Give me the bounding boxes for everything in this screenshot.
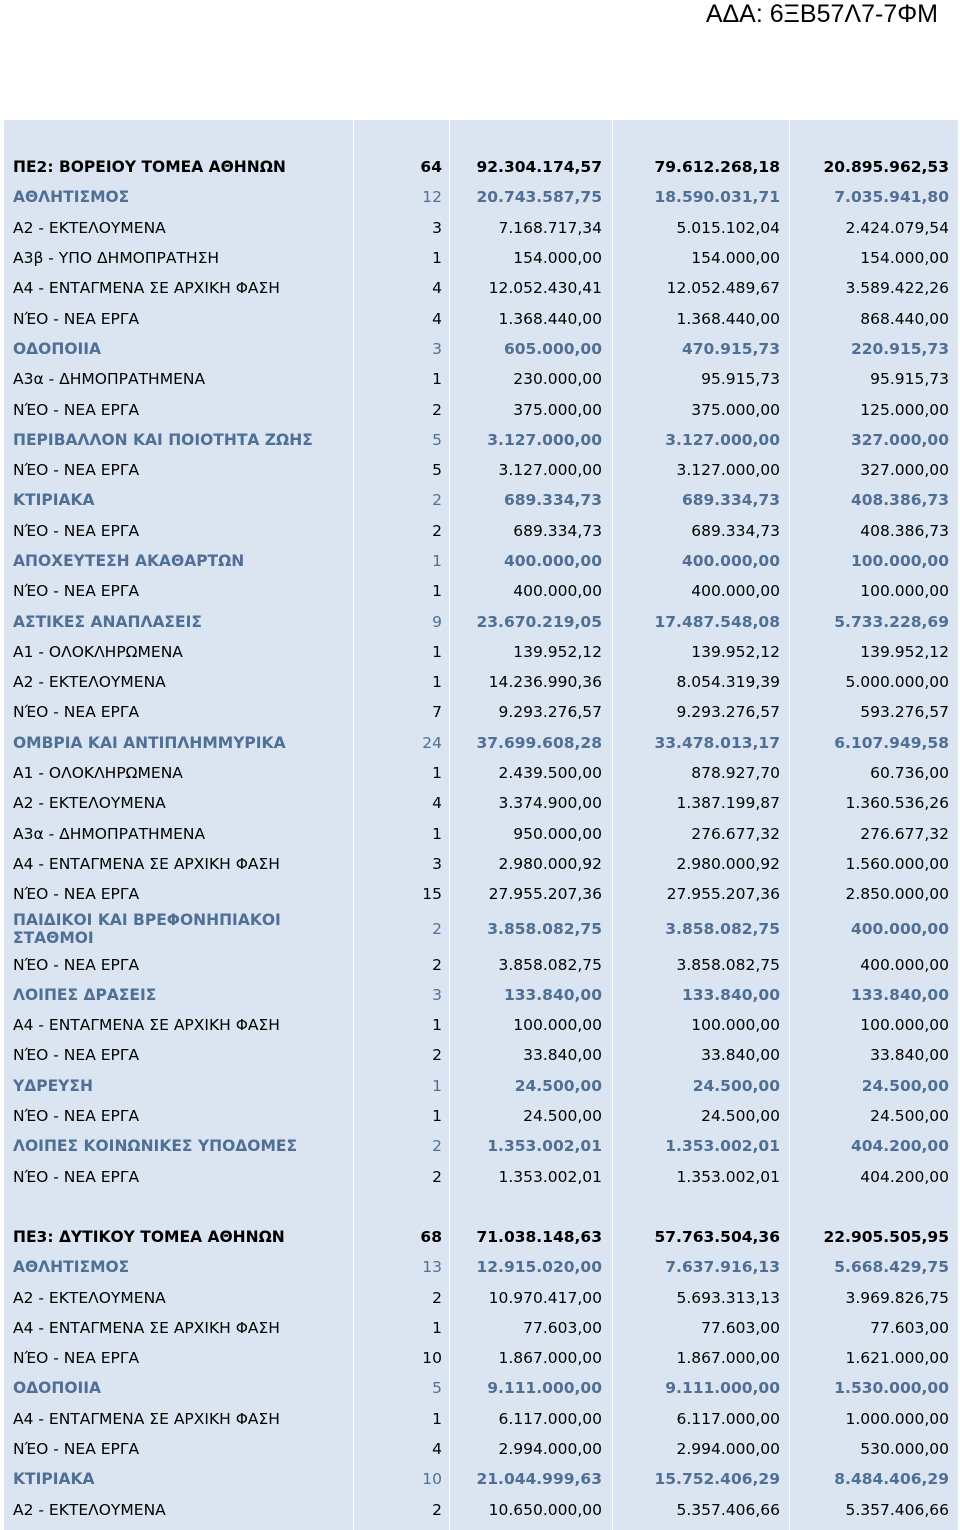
table-row xyxy=(4,1434,958,1464)
project-count-cell: 2 xyxy=(432,1500,442,1519)
budget-amount-cell: 2.994.000,00 xyxy=(498,1440,602,1459)
budget-amount-cell: 3.858.082,75 xyxy=(498,955,602,974)
category-row xyxy=(4,606,958,636)
payment-amount-cell: 6.107.949,58 xyxy=(834,733,949,752)
project-name-cell: ΠΕ2: ΒΟΡΕΙΟΥ ΤΟΜΕΑ ΑΘΗΝΩΝ xyxy=(13,158,286,177)
payment-amount-cell: 100.000,00 xyxy=(860,1016,949,1035)
category-row xyxy=(4,485,958,515)
contracted-amount-cell: 57.763.504,36 xyxy=(654,1227,780,1246)
project-name-cell: Α2 - ΕΚΤΕΛΟΥΜΕΝΑ xyxy=(13,673,166,692)
payment-amount-cell: 593.276,57 xyxy=(860,703,949,722)
payment-amount-cell: 100.000,00 xyxy=(850,552,949,570)
payment-amount-cell: 8.484.406,29 xyxy=(834,1470,949,1489)
contracted-amount-cell: 79.612.268,18 xyxy=(654,158,780,177)
payment-amount-cell: 1.560.000,00 xyxy=(845,854,949,873)
project-name-cell: ΝΈΟ - ΝΕΑ ΕΡΓΑ xyxy=(13,955,140,974)
payment-amount-cell: 2.424.079,54 xyxy=(845,218,949,237)
contracted-amount-cell: 400.000,00 xyxy=(681,552,780,570)
project-count-cell: 1 xyxy=(432,249,442,268)
budget-amount-cell: 2.439.500,00 xyxy=(498,764,602,783)
project-count-cell: 2 xyxy=(432,1137,442,1156)
budget-amount-cell: 3.127.000,00 xyxy=(498,461,602,480)
contracted-amount-cell: 95.915,73 xyxy=(701,370,780,389)
project-name-cell: Α4 - ΕΝΤΑΓΜΕΝΑ ΣΕ ΑΡΧΙΚΗ ΦΑΣΗ xyxy=(13,1016,280,1035)
contracted-amount-cell: 1.387.199,87 xyxy=(676,794,780,813)
payment-amount-cell: 24.500,00 xyxy=(870,1107,949,1126)
contracted-amount-cell: 24.500,00 xyxy=(692,1076,780,1095)
budget-amount-cell: 20.743.587,75 xyxy=(476,188,602,207)
project-name-cell: Α4 - ΕΝΤΑΓΜΕΝΑ ΣΕ ΑΡΧΙΚΗ ΦΑΣΗ xyxy=(13,1409,280,1428)
budget-amount-cell: 10.650.000,00 xyxy=(488,1500,602,1519)
project-count-cell: 2 xyxy=(432,1288,442,1307)
project-count-cell: 2 xyxy=(432,955,442,974)
project-name-cell: ΝΈΟ - ΝΕΑ ΕΡΓΑ xyxy=(13,582,140,601)
category-row xyxy=(4,546,958,576)
project-count-cell: 1 xyxy=(432,1409,442,1428)
contracted-amount-cell: 1.353.002,01 xyxy=(665,1137,780,1156)
project-count-cell: 3 xyxy=(432,854,442,873)
project-name-cell: ΝΈΟ - ΝΕΑ ΕΡΓΑ xyxy=(13,885,140,904)
contracted-amount-cell: 689.334,73 xyxy=(691,521,780,540)
payment-amount-cell: 154.000,00 xyxy=(860,249,949,268)
category-row xyxy=(4,728,958,758)
project-name-cell: Α2 - ΕΚΤΕΛΟΥΜΕΝΑ xyxy=(13,794,166,813)
project-name-cell: ΝΈΟ - ΝΕΑ ΕΡΓΑ xyxy=(13,521,140,540)
project-count-cell: 3 xyxy=(432,218,442,237)
payment-amount-cell: 1.621.000,00 xyxy=(845,1349,949,1368)
budget-amount-cell: 14.236.990,36 xyxy=(488,673,602,692)
contracted-amount-cell: 3.858.082,75 xyxy=(665,920,780,939)
contracted-amount-cell: 9.111.000,00 xyxy=(665,1379,780,1398)
project-count-cell: 3 xyxy=(432,985,442,1004)
contracted-amount-cell: 400.000,00 xyxy=(691,582,780,601)
project-count-cell: 2 xyxy=(432,521,442,540)
payment-amount-cell: 220.915,73 xyxy=(850,339,949,358)
budget-amount-cell: 2.980.000,92 xyxy=(498,854,602,873)
project-count-cell: 4 xyxy=(432,794,442,813)
budget-amount-cell: 689.334,73 xyxy=(503,491,602,510)
project-count-cell: 1 xyxy=(432,642,442,661)
project-name-cell: Α3β - ΥΠΟ ΔΗΜΟΠΡΑΤΗΣΗ xyxy=(13,249,220,268)
payment-amount-cell: 7.035.941,80 xyxy=(834,188,949,207)
payment-amount-cell: 1.000.000,00 xyxy=(845,1409,949,1428)
table-row xyxy=(4,516,958,546)
project-count-cell: 64 xyxy=(420,158,442,177)
project-count-cell: 1 xyxy=(432,1016,442,1035)
contracted-amount-cell: 1.867.000,00 xyxy=(676,1349,780,1368)
table-row xyxy=(4,758,958,788)
project-count-cell: 1 xyxy=(432,673,442,692)
contracted-amount-cell: 5.357.406,66 xyxy=(676,1500,780,1519)
contracted-amount-cell: 15.752.406,29 xyxy=(654,1470,780,1489)
budget-amount-cell: 605.000,00 xyxy=(503,339,602,358)
payment-amount-cell: 133.840,00 xyxy=(850,985,949,1004)
table-row xyxy=(4,273,958,303)
project-count-cell: 1 xyxy=(432,582,442,601)
budget-amount-cell: 375.000,00 xyxy=(513,400,602,419)
project-count-cell: 4 xyxy=(432,1440,442,1459)
project-name-cell: Α4 - ΕΝΤΑΓΜΕΝΑ ΣΕ ΑΡΧΙΚΗ ΦΑΣΗ xyxy=(13,279,280,298)
contracted-amount-cell: 276.677,32 xyxy=(691,824,780,843)
project-count-cell: 1 xyxy=(432,764,442,783)
contracted-amount-cell: 27.955.207,36 xyxy=(666,885,780,904)
project-name-cell: ΥΔΡΕΥΣΗ xyxy=(13,1076,93,1095)
table-row xyxy=(4,667,958,697)
table-row xyxy=(4,819,958,849)
budget-amount-cell: 37.699.608,28 xyxy=(476,733,602,752)
project-count-cell: 2 xyxy=(432,491,442,510)
project-count-cell: 13 xyxy=(422,1258,442,1277)
project-count-cell: 24 xyxy=(422,733,442,752)
project-count-cell: 1 xyxy=(432,552,442,570)
payment-amount-cell: 5.668.429,75 xyxy=(834,1258,949,1277)
table-row xyxy=(4,949,958,979)
table-row xyxy=(4,1404,958,1434)
payment-amount-cell: 1.360.536,26 xyxy=(845,794,949,813)
table-row xyxy=(4,788,958,818)
budget-amount-cell: 12.052.430,41 xyxy=(488,279,602,298)
budget-amount-cell: 154.000,00 xyxy=(513,249,602,268)
project-count-cell: 5 xyxy=(432,461,442,480)
project-name-cell: ΑΘΛΗΤΙΣΜΟΣ xyxy=(13,1258,130,1277)
contracted-amount-cell: 6.117.000,00 xyxy=(676,1409,780,1428)
payment-amount-cell: 20.895.962,53 xyxy=(823,158,949,177)
project-name-cell: ΝΈΟ - ΝΕΑ ΕΡΓΑ xyxy=(13,461,140,480)
payment-amount-cell: 33.840,00 xyxy=(870,1046,949,1065)
budget-amount-cell: 92.304.174,57 xyxy=(476,158,602,177)
contracted-amount-cell: 3.127.000,00 xyxy=(665,430,780,449)
project-name-cell: ΝΈΟ - ΝΕΑ ΕΡΓΑ xyxy=(13,1349,140,1368)
budget-amount-cell: 230.000,00 xyxy=(513,370,602,389)
budget-amount-cell: 12.915.020,00 xyxy=(476,1258,602,1277)
budget-amount-cell: 33.840,00 xyxy=(523,1046,602,1065)
contracted-amount-cell: 470.915,73 xyxy=(681,339,780,358)
contracted-amount-cell: 133.840,00 xyxy=(681,985,780,1004)
project-count-cell: 2 xyxy=(432,920,442,939)
payment-amount-cell: 400.000,00 xyxy=(850,920,949,939)
category-row xyxy=(4,1373,958,1403)
category-row xyxy=(4,1071,958,1101)
table-row xyxy=(4,394,958,424)
payment-amount-cell: 327.000,00 xyxy=(850,430,949,449)
budget-amount-cell: 1.353.002,01 xyxy=(498,1167,602,1186)
budget-amount-cell: 6.117.000,00 xyxy=(498,1409,602,1428)
region-header-row xyxy=(4,1222,958,1252)
contracted-amount-cell: 3.858.082,75 xyxy=(676,955,780,974)
payment-amount-cell: 400.000,00 xyxy=(860,955,949,974)
contracted-amount-cell: 878.927,70 xyxy=(691,764,780,783)
budget-amount-cell: 1.368.440,00 xyxy=(498,309,602,328)
project-count-cell: 15 xyxy=(422,885,442,904)
category-row xyxy=(4,1252,958,1282)
budget-amount-cell: 400.000,00 xyxy=(513,582,602,601)
budget-amount-cell: 100.000,00 xyxy=(513,1016,602,1035)
contracted-amount-cell: 7.637.916,13 xyxy=(665,1258,780,1277)
project-count-cell: 7 xyxy=(432,703,442,722)
budget-amount-cell: 133.840,00 xyxy=(503,985,602,1004)
category-row xyxy=(4,1464,958,1494)
contracted-amount-cell: 139.952,12 xyxy=(691,642,780,661)
budget-amount-cell: 24.500,00 xyxy=(514,1076,602,1095)
section-gap xyxy=(4,1192,958,1222)
project-name-cell: Α3α - ΔΗΜΟΠΡΑΤΗΜΕΝΑ xyxy=(13,824,206,843)
table-row xyxy=(4,455,958,485)
project-name-cell: Α2 - ΕΚΤΕΛΟΥΜΕΝΑ xyxy=(13,218,166,237)
category-row xyxy=(4,425,958,455)
payment-amount-cell: 5.733.228,69 xyxy=(834,612,949,631)
table-row xyxy=(4,1010,958,1040)
table-row xyxy=(4,364,958,394)
project-name-cell: ΛΟΙΠΕΣ ΚΟΙΝΩΝΙΚΕΣ ΥΠΟΔΟΜΕΣ xyxy=(13,1137,298,1156)
payment-amount-cell: 276.677,32 xyxy=(860,824,949,843)
category-row xyxy=(4,909,958,949)
region-header-row xyxy=(4,152,958,182)
contracted-amount-cell: 9.293.276,57 xyxy=(676,703,780,722)
project-name-cell: ΝΈΟ - ΝΕΑ ΕΡΓΑ xyxy=(13,1167,140,1186)
payment-amount-cell: 3.969.826,75 xyxy=(845,1288,949,1307)
budget-amount-cell: 24.500,00 xyxy=(523,1107,602,1126)
project-count-cell: 2 xyxy=(432,1046,442,1065)
project-name-cell: Α3α - ΔΗΜΟΠΡΑΤΗΜΕΝΑ xyxy=(13,370,206,389)
project-name-cell: ΠΕ3: ΔΥΤΙΚΟΥ ΤΟΜΕΑ ΑΘΗΝΩΝ xyxy=(13,1227,285,1246)
table-row xyxy=(4,879,958,909)
project-count-cell: 68 xyxy=(420,1227,442,1246)
project-name-cell: ΠΕΡΙΒΑΛΛΟΝ ΚΑΙ ΠΟΙΟΤΗΤΑ ΖΩΗΣ xyxy=(13,430,313,449)
project-name-cell: Α1 - ΟΛΟΚΛΗΡΩΜΕΝΑ xyxy=(13,764,183,783)
project-count-cell: 1 xyxy=(432,370,442,389)
project-count-cell: 5 xyxy=(432,1379,442,1398)
project-name-cell: Α4 - ΕΝΤΑΓΜΕΝΑ ΣΕ ΑΡΧΙΚΗ ΦΑΣΗ xyxy=(13,854,280,873)
payment-amount-cell: 327.000,00 xyxy=(860,461,949,480)
payment-amount-cell: 60.736,00 xyxy=(870,764,949,783)
category-row xyxy=(4,334,958,364)
contracted-amount-cell: 1.368.440,00 xyxy=(676,309,780,328)
budget-amount-cell: 9.111.000,00 xyxy=(487,1379,602,1398)
project-count-cell: 3 xyxy=(432,339,442,358)
project-count-cell: 2 xyxy=(432,400,442,419)
contracted-amount-cell: 2.980.000,92 xyxy=(676,854,780,873)
budget-amount-cell: 1.353.002,01 xyxy=(487,1137,602,1156)
project-count-cell: 12 xyxy=(422,188,442,207)
payment-amount-cell: 95.915,73 xyxy=(870,370,949,389)
contracted-amount-cell: 375.000,00 xyxy=(691,400,780,419)
project-count-cell: 4 xyxy=(432,309,442,328)
project-name-cell: ΑΠΟΧΕΥΤΕΣΗ ΑΚΑΘΑΡΤΩΝ xyxy=(13,552,245,570)
table-row xyxy=(4,576,958,606)
payment-amount-cell: 22.905.505,95 xyxy=(823,1227,949,1246)
project-count-cell: 9 xyxy=(432,612,442,631)
budget-amount-cell: 3.374.900,00 xyxy=(498,794,602,813)
budget-amount-cell: 21.044.999,63 xyxy=(476,1470,602,1489)
project-count-cell: 2 xyxy=(432,1167,442,1186)
ada-code: ΑΔΑ: 6ΞΒ57Λ7-7ΦΜ xyxy=(705,0,938,28)
project-count-cell: 10 xyxy=(422,1470,442,1489)
budget-amount-cell: 27.955.207,36 xyxy=(488,885,602,904)
table-row xyxy=(4,1494,958,1524)
table-row xyxy=(4,1282,958,1312)
contracted-amount-cell: 18.590.031,71 xyxy=(654,188,780,207)
budget-amount-cell: 139.952,12 xyxy=(513,642,602,661)
project-name-cell: ΑΣΤΙΚΕΣ ΑΝΑΠΛΑΣΕΙΣ xyxy=(13,612,202,631)
table-row xyxy=(4,697,958,727)
budget-amount-cell: 3.127.000,00 xyxy=(487,430,602,449)
contracted-amount-cell: 8.054.319,39 xyxy=(676,673,780,692)
project-name-cell: ΝΈΟ - ΝΕΑ ΕΡΓΑ xyxy=(13,309,140,328)
payment-amount-cell: 24.500,00 xyxy=(861,1076,949,1095)
table-row xyxy=(4,1343,958,1373)
project-count-cell: 10 xyxy=(422,1349,442,1368)
project-name-cell: ΝΈΟ - ΝΕΑ ΕΡΓΑ xyxy=(13,1046,140,1065)
category-row xyxy=(4,182,958,212)
payment-amount-cell: 530.000,00 xyxy=(860,1440,949,1459)
budget-amount-cell: 23.670.219,05 xyxy=(476,612,602,631)
contracted-amount-cell: 17.487.548,08 xyxy=(654,612,780,631)
budget-amount-cell: 10.970.417,00 xyxy=(488,1288,602,1307)
category-row xyxy=(4,980,958,1010)
budget-amount-cell: 3.858.082,75 xyxy=(487,920,602,939)
contracted-amount-cell: 2.994.000,00 xyxy=(676,1440,780,1459)
project-name-cell: ΚΤΙΡΙΑΚΑ xyxy=(13,491,95,510)
payment-amount-cell: 408.386,73 xyxy=(860,521,949,540)
budget-table xyxy=(4,120,958,1530)
budget-amount-cell: 71.038.148,63 xyxy=(476,1227,602,1246)
payment-amount-cell: 408.386,73 xyxy=(850,491,949,510)
table-row xyxy=(4,1101,958,1131)
budget-amount-cell: 400.000,00 xyxy=(503,552,602,570)
budget-amount-cell: 9.293.276,57 xyxy=(498,703,602,722)
table-row xyxy=(4,1162,958,1192)
budget-amount-cell: 1.867.000,00 xyxy=(498,1349,602,1368)
project-name-cell: Α2 - ΕΚΤΕΛΟΥΜΕΝΑ xyxy=(13,1500,166,1519)
project-name-cell: ΟΔΟΠΟΙΙΑ xyxy=(13,339,102,358)
payment-amount-cell: 404.200,00 xyxy=(850,1137,949,1156)
project-name-cell: ΟΜΒΡΙΑ ΚΑΙ ΑΝΤΙΠΛΗΜΜΥΡΙΚΑ xyxy=(13,733,286,752)
budget-amount-cell: 7.168.717,34 xyxy=(498,218,602,237)
contracted-amount-cell: 33.478.013,17 xyxy=(654,733,780,752)
payment-amount-cell: 404.200,00 xyxy=(860,1167,949,1186)
table-row xyxy=(4,303,958,333)
budget-amount-cell: 77.603,00 xyxy=(523,1318,602,1337)
project-name-cell: ΠΑΙΔΙΚΟΙ ΚΑΙ ΒΡΕΦΟΝΗΠΙΑΚΟΙ ΣΤΑΘΜΟΙ xyxy=(13,911,281,948)
project-name-cell: Α1 - ΟΛΟΚΛΗΡΩΜΕΝΑ xyxy=(13,642,183,661)
project-name-cell: ΝΈΟ - ΝΕΑ ΕΡΓΑ xyxy=(13,703,140,722)
project-count-cell: 5 xyxy=(432,430,442,449)
project-count-cell: 1 xyxy=(432,1107,442,1126)
project-name-cell: ΝΈΟ - ΝΕΑ ΕΡΓΑ xyxy=(13,1440,140,1459)
project-name-cell: ΝΈΟ - ΝΕΑ ΕΡΓΑ xyxy=(13,1107,140,1126)
project-count-cell: 1 xyxy=(432,824,442,843)
payment-amount-cell: 139.952,12 xyxy=(860,642,949,661)
table-row xyxy=(4,849,958,879)
contracted-amount-cell: 154.000,00 xyxy=(691,249,780,268)
payment-amount-cell: 2.850.000,00 xyxy=(845,885,949,904)
table-row xyxy=(4,243,958,273)
project-name-cell: ΝΈΟ - ΝΕΑ ΕΡΓΑ xyxy=(13,400,140,419)
contracted-amount-cell: 12.052.489,67 xyxy=(666,279,780,298)
budget-amount-cell: 950.000,00 xyxy=(513,824,602,843)
project-count-cell: 1 xyxy=(432,1076,442,1095)
contracted-amount-cell: 24.500,00 xyxy=(701,1107,780,1126)
payment-amount-cell: 1.530.000,00 xyxy=(834,1379,949,1398)
contracted-amount-cell: 5.015.102,04 xyxy=(676,218,780,237)
table-row xyxy=(4,1040,958,1070)
category-row xyxy=(4,1131,958,1161)
project-name-cell: ΚΤΙΡΙΑΚΑ xyxy=(13,1470,95,1489)
table-row xyxy=(4,637,958,667)
project-name-cell: ΑΘΛΗΤΙΣΜΟΣ xyxy=(13,188,130,207)
payment-amount-cell: 3.589.422,26 xyxy=(845,279,949,298)
contracted-amount-cell: 1.353.002,01 xyxy=(676,1167,780,1186)
project-name-cell: Α4 - ΕΝΤΑΓΜΕΝΑ ΣΕ ΑΡΧΙΚΗ ΦΑΣΗ xyxy=(13,1318,280,1337)
contracted-amount-cell: 100.000,00 xyxy=(691,1016,780,1035)
project-name-cell: ΛΟΙΠΕΣ ΔΡΑΣΕΙΣ xyxy=(13,985,157,1004)
contracted-amount-cell: 689.334,73 xyxy=(681,491,780,510)
payment-amount-cell: 77.603,00 xyxy=(870,1318,949,1337)
budget-amount-cell: 689.334,73 xyxy=(513,521,602,540)
contracted-amount-cell: 3.127.000,00 xyxy=(676,461,780,480)
table-row xyxy=(4,1313,958,1343)
table-body xyxy=(4,152,958,1525)
project-name-cell: Α2 - ΕΚΤΕΛΟΥΜΕΝΑ xyxy=(13,1288,166,1307)
project-count-cell: 4 xyxy=(432,279,442,298)
project-count-cell: 1 xyxy=(432,1318,442,1337)
payment-amount-cell: 125.000,00 xyxy=(860,400,949,419)
payment-amount-cell: 5.357.406,66 xyxy=(845,1500,949,1519)
table-row xyxy=(4,213,958,243)
payment-amount-cell: 100.000,00 xyxy=(860,582,949,601)
payment-amount-cell: 868.440,00 xyxy=(860,309,949,328)
contracted-amount-cell: 33.840,00 xyxy=(701,1046,780,1065)
contracted-amount-cell: 5.693.313,13 xyxy=(676,1288,780,1307)
project-name-cell: ΟΔΟΠΟΙΙΑ xyxy=(13,1379,102,1398)
payment-amount-cell: 5.000.000,00 xyxy=(845,673,949,692)
contracted-amount-cell: 77.603,00 xyxy=(701,1318,780,1337)
